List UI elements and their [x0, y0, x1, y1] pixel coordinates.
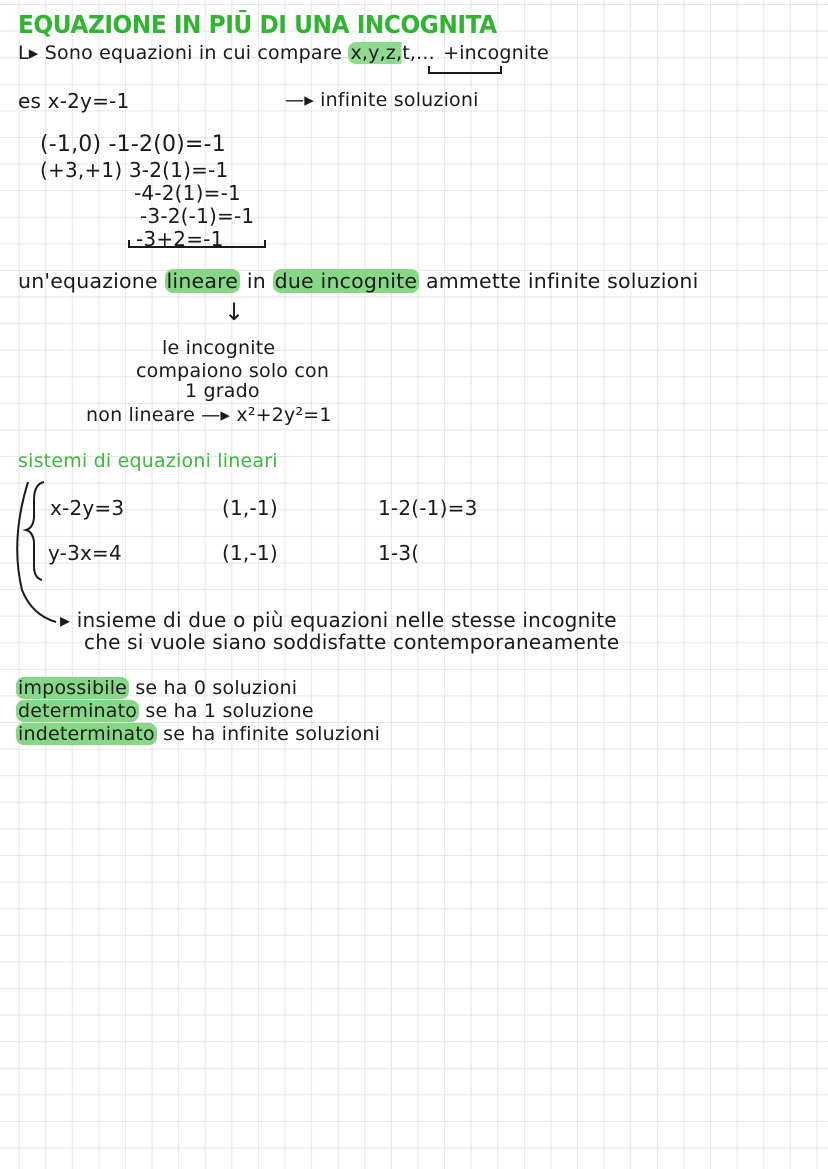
page-title: EQUAZIONE IN PIŪ DI UNA INCOGNITA — [18, 10, 497, 39]
intro-suffix: +incognite — [443, 42, 549, 64]
type-term: indeterminato — [18, 723, 155, 745]
intro-vars: x,y,z,t,... — [350, 42, 435, 64]
linear-prefix: un'equazione — [18, 269, 158, 293]
definition-line: che si vuole siano soddisfatte contemporaneamente — [84, 630, 620, 654]
non-linear-example: non lineare —▸ x²+2y²=1 — [86, 404, 332, 426]
system-check: 1-3( — [378, 541, 420, 565]
type-term: determinato — [18, 700, 138, 722]
check-line: -3-2(-1)=-1 — [140, 204, 255, 228]
system-check: 1-2(-1)=3 — [378, 496, 478, 520]
system-pair: (1,-1) — [222, 541, 278, 565]
check-line: -4-2(1)=-1 — [134, 181, 241, 205]
note-line: le incognite — [162, 337, 276, 359]
linear-mid: in — [246, 269, 266, 293]
system-equation: y-3x=4 — [48, 541, 122, 565]
definition-line: ▸ insieme di due o più equazioni nelle stesse incognite — [60, 608, 617, 632]
arrow-icon: L▸ — [18, 42, 39, 64]
note-line: compaiono solo con — [136, 360, 330, 382]
type-term: impossibile — [18, 677, 128, 699]
type-desc: se ha 0 soluzioni — [135, 677, 298, 699]
system-equation: x-2y=3 — [50, 496, 125, 520]
intro-text: Sono equazioni in cui compare — [44, 42, 343, 64]
type-desc: se ha 1 soluzione — [145, 700, 314, 722]
check-line: (-1,0) -1-2(0)=-1 — [40, 132, 226, 157]
check-line: (+3,+1) 3-2(1)=-1 — [40, 158, 229, 182]
type-indeterminato — [16, 723, 380, 745]
check-line: -3+2=-1 — [136, 227, 224, 251]
type-determinato — [16, 700, 314, 722]
type-desc: se ha infinite soluzioni — [163, 723, 381, 745]
arrow-down-icon: ↓ — [224, 298, 245, 326]
example-equation: es x-2y=-1 — [18, 89, 130, 113]
example-result: —▸ infinite soluzioni — [285, 89, 479, 111]
note-line: 1 grado — [185, 380, 260, 402]
linear-suffix: ammette infinite soluzioni — [425, 269, 699, 293]
system-pair: (1,-1) — [222, 496, 278, 520]
type-impossibile — [16, 677, 297, 699]
systems-heading: sistemi di equazioni lineari — [18, 450, 278, 472]
highlight-lineare: lineare — [166, 269, 239, 293]
highlight-due-incognite: due incognite — [274, 269, 418, 293]
